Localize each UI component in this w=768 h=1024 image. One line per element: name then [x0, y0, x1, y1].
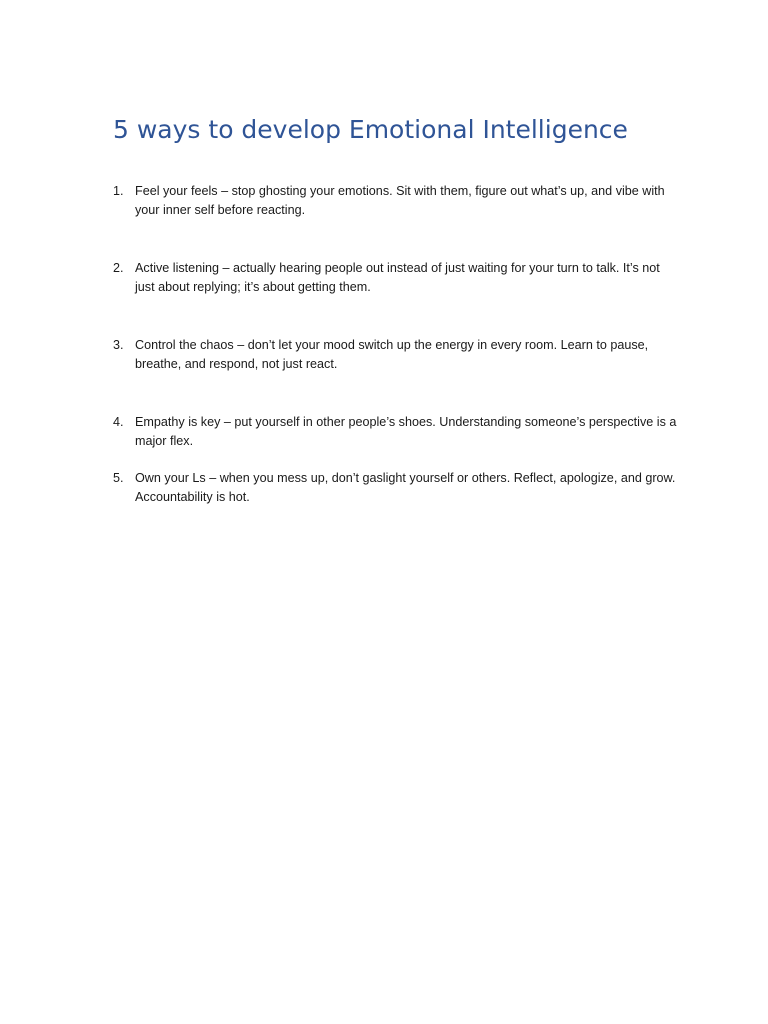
document-title: 5 ways to develop Emotional Intelligence — [113, 115, 628, 144]
list-item-5 — [113, 469, 677, 507]
list-item-2 — [113, 259, 677, 297]
list-item-number: 2. — [113, 261, 124, 275]
list-item-1 — [113, 182, 677, 220]
list-item-number: 5. — [113, 471, 124, 485]
list-item-number: 3. — [113, 338, 124, 352]
list-item-text: Active listening – actually hearing people out instead of just waiting for your turn to talk. It’s not just about replying; it’s about getting them. — [135, 261, 660, 294]
list-item-number: 4. — [113, 415, 124, 429]
list-item-3 — [113, 336, 677, 374]
list-item-text: Feel your feels – stop ghosting your emotions. Sit with them, figure out what’s up, and vibe with your inner self before reacting. — [135, 184, 665, 217]
list-item-number: 1. — [113, 184, 124, 198]
list-item-4 — [113, 413, 677, 451]
list-item-text: Control the chaos – don’t let your mood switch up the energy in every room. Learn to pause, breathe, and respond, not just react. — [135, 338, 649, 371]
list-item-text: Empathy is key – put yourself in other people’s shoes. Understanding someone’s perspective is a major flex. — [135, 415, 677, 448]
list-item-text: Own your Ls – when you mess up, don’t gaslight yourself or others. Reflect, apologize, and grow. Accountability is hot. — [135, 471, 676, 504]
